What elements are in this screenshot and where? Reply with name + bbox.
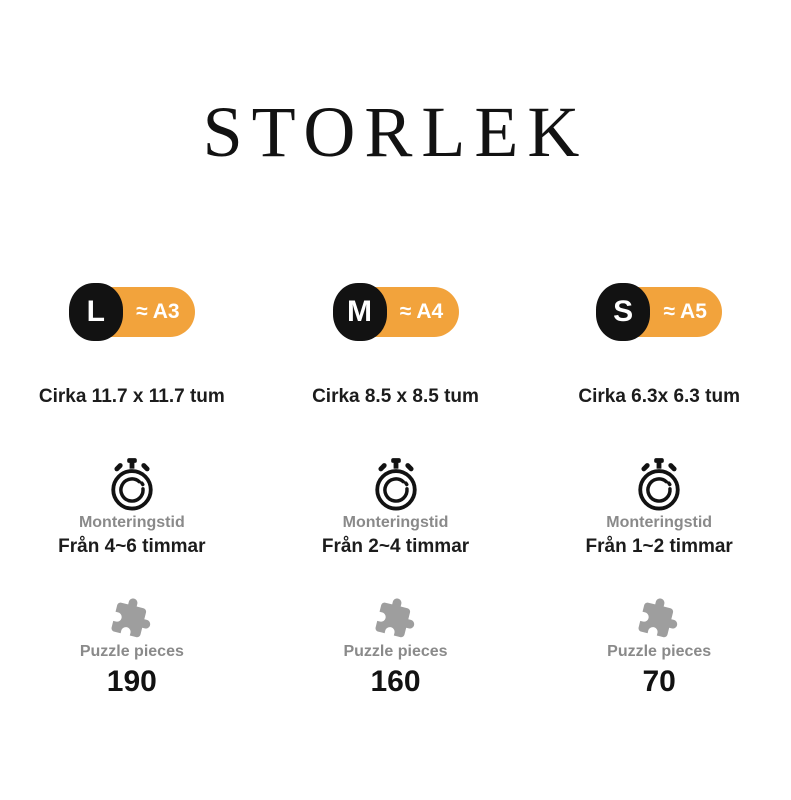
stopwatch-icon: [371, 458, 421, 512]
assembly-time-value: Från 2~4 timmar: [321, 536, 470, 558]
pieces-count: 70: [642, 664, 676, 698]
dimensions-text: Cirka 8.5 x 8.5 tum: [312, 386, 479, 407]
page-title: STORLEK: [202, 92, 589, 172]
assembly-time-label: Monteringstid: [606, 513, 713, 531]
size-badge-l: [69, 283, 195, 341]
puzzle-piece-icon: [373, 597, 419, 639]
assembly-time-label: Monteringstid: [78, 513, 185, 531]
size-column-s: [527, 283, 791, 697]
pieces-count: 160: [370, 664, 421, 698]
stopwatch-icon: [634, 458, 684, 512]
assembly-time-value: Från 1~2 timmar: [585, 536, 733, 558]
stopwatch-icon: [107, 458, 157, 512]
paper-equivalent-label: ≈ A5: [663, 300, 707, 323]
size-column-l: [0, 283, 264, 697]
size-badge-m: [333, 283, 459, 341]
pieces-label: Puzzle pieces: [607, 643, 712, 661]
assembly-time-value: Från 4~6 timmar: [58, 536, 206, 558]
pieces-label: Puzzle pieces: [343, 643, 448, 661]
assembly-time-label: Monteringstid: [342, 513, 449, 531]
puzzle-piece-icon: [109, 597, 155, 639]
size-columns: [0, 283, 791, 697]
size-column-m: [264, 283, 528, 697]
size-badge-s: [596, 283, 722, 341]
dimensions-text: Cirka 11.7 x 11.7 tum: [38, 386, 225, 407]
dimensions-text: Cirka 6.3x 6.3 tum: [578, 386, 740, 407]
puzzle-piece-icon: [636, 597, 682, 639]
size-letter-badge: M: [333, 283, 387, 341]
pieces-label: Puzzle pieces: [79, 643, 184, 661]
size-letter-badge: S: [596, 283, 650, 341]
paper-equivalent-label: ≈ A3: [136, 300, 180, 323]
pieces-count: 190: [106, 664, 157, 698]
size-letter-badge: L: [69, 283, 123, 341]
paper-equivalent-label: ≈ A4: [399, 300, 444, 323]
